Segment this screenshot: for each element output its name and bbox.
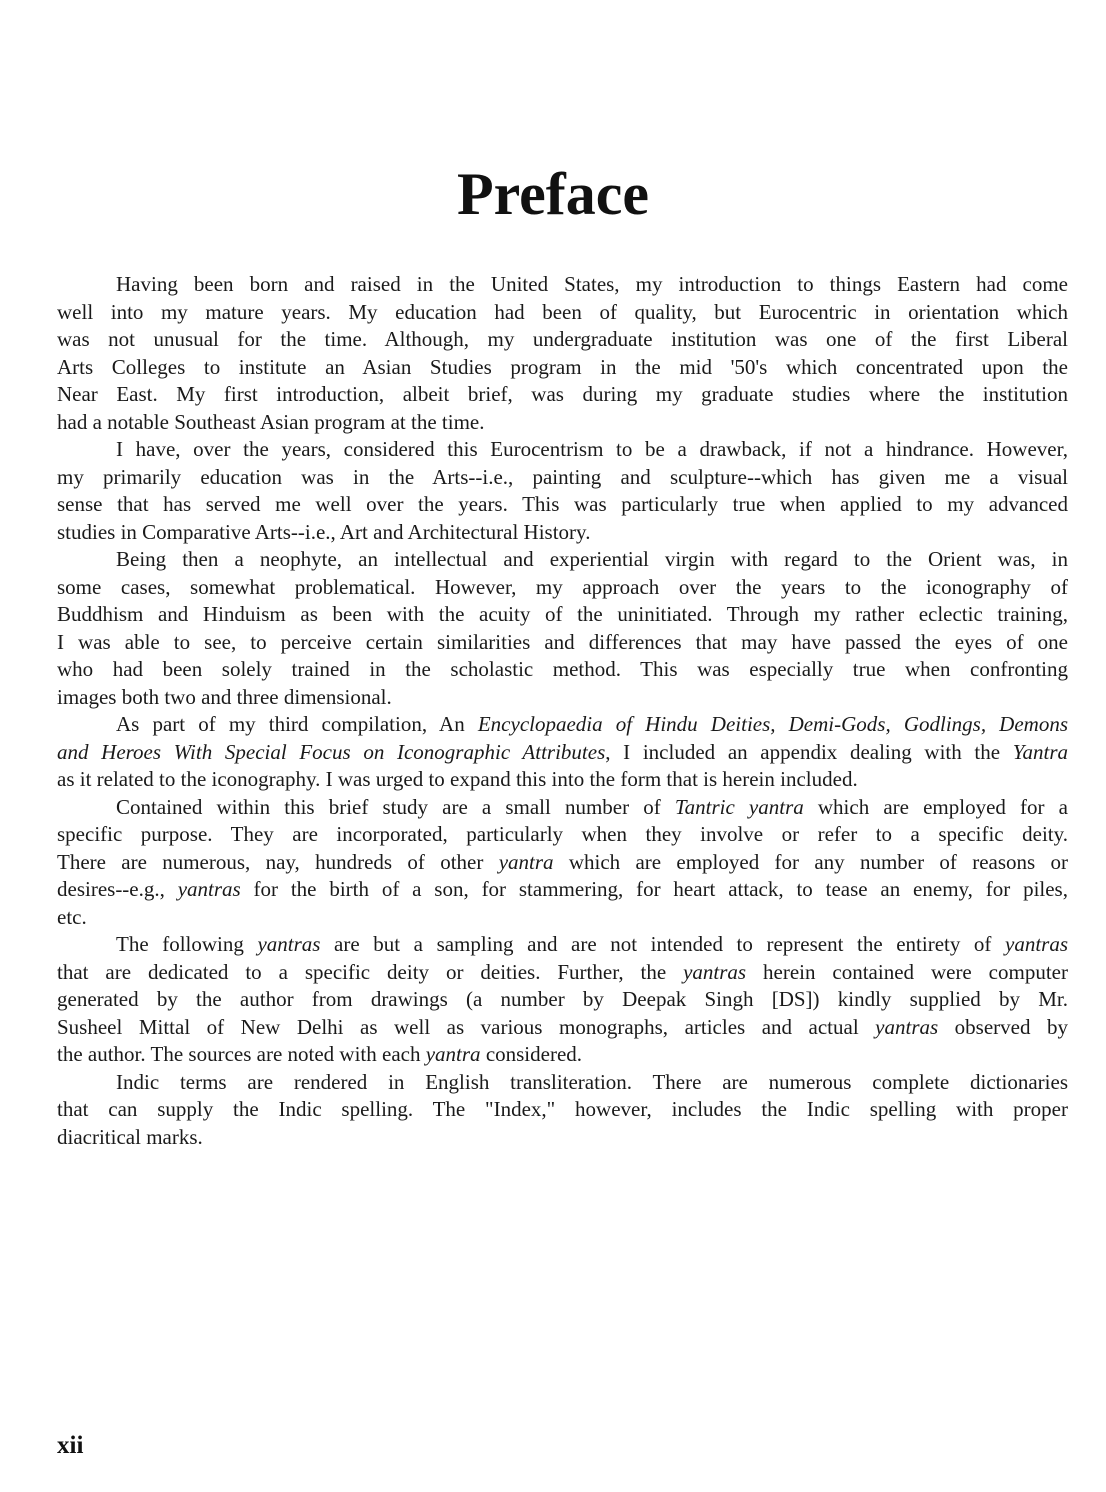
text-segment: who had been solely trained in the scholastic method. This was especially true when confronting — [57, 657, 1068, 681]
text-line — [57, 464, 1068, 492]
text-segment: Indic terms are rendered in English transliteration. There are numerous complete dictionaries — [116, 1069, 1068, 1094]
text-segment: Contained within this brief study are a small number of — [116, 794, 675, 819]
text-segment: are but a sampling and are not intended to represent the entirety of — [320, 932, 1005, 956]
text-segment: etc. — [57, 904, 87, 929]
text-line — [57, 1069, 1068, 1097]
text-line — [57, 849, 1068, 877]
text-line — [57, 876, 1068, 904]
italic-text: yantras — [177, 877, 241, 901]
text-segment: that are dedicated to a specific deity or deities. Further, the — [57, 959, 684, 984]
italic-text: yantras — [1005, 932, 1068, 956]
paragraph — [57, 271, 1068, 436]
text-line — [57, 326, 1068, 354]
text-segment: some cases, somewhat problematical. However, my approach over the years to the iconography of — [57, 574, 1068, 599]
text-segment: herein contained were computer — [746, 959, 1068, 984]
text-segment: my primarily education was in the Arts--i.e., painting and sculpture--which has given me a visual — [57, 464, 1068, 489]
text-line — [57, 794, 1068, 822]
text-segment: considered. — [480, 1042, 583, 1066]
text-segment: Buddhism and Hinduism as been with the acuity of the uninitiated. Through my rather eclectic training, — [57, 602, 1068, 626]
text-segment: the author. The sources are noted with each — [57, 1042, 426, 1066]
paragraph — [57, 546, 1068, 711]
text-segment: which are employed for a — [803, 794, 1068, 819]
text-line — [57, 574, 1068, 602]
text-segment: observed by — [938, 1014, 1068, 1039]
text-line — [57, 491, 1068, 519]
text-segment: Being then a neophyte, an intellectual and experiential virgin with regard to the Orient was, in — [116, 547, 1068, 571]
text-segment: , I included an appendix dealing with the — [605, 739, 1013, 764]
italic-text: Encyclopaedia of Hindu Deities, Demi-Gods, Godlings, Demons — [477, 712, 1069, 736]
italic-text: and Heroes With Special Focus on Iconographic Attributes — [57, 739, 606, 764]
text-line — [57, 299, 1068, 327]
text-segment: There are numerous, nay, hundreds of other — [57, 849, 499, 874]
text-segment: As part of my third compilation, An — [116, 712, 478, 736]
text-line — [57, 1096, 1068, 1124]
text-segment: generated by the author from drawings (a number by Deepak Singh [DS]) kindly supplied by Mr. — [57, 987, 1068, 1011]
italic-text: Tantric yantra — [674, 794, 804, 819]
text-line — [57, 904, 1068, 932]
text-line — [57, 436, 1068, 464]
text-segment: as it related to the iconography. I was urged to expand this into the form that is herein included. — [57, 767, 858, 791]
text-segment: sense that has served me well over the years. This was particularly true when applied to my advanced — [57, 492, 1068, 516]
text-segment: desires--e.g., — [57, 877, 178, 901]
text-line — [57, 546, 1068, 574]
paragraph — [57, 436, 1068, 546]
text-line — [57, 271, 1068, 299]
paragraph — [57, 794, 1068, 932]
text-line — [57, 381, 1068, 409]
text-segment: studies in Comparative Arts--i.e., Art and Architectural History. — [57, 519, 591, 544]
paragraph — [57, 931, 1068, 1069]
paragraph — [57, 711, 1068, 794]
page-number: xii — [57, 1432, 84, 1459]
text-line — [57, 684, 1068, 712]
text-segment: Near East. My first introduction, albeit brief, was during my graduate studies where the institution — [57, 382, 1068, 406]
text-segment: Arts Colleges to institute an Asian Studies program in the mid '50's which concentrated upon the — [57, 354, 1068, 379]
text-segment: images both two and three dimensional. — [57, 684, 392, 709]
text-segment: diacritical marks. — [57, 1124, 203, 1149]
text-segment: that can supply the Indic spelling. The "Index," however, includes the Indic spelling with proper — [57, 1097, 1068, 1121]
text-segment: I was able to see, to perceive certain similarities and differences that may have passed the eyes of one — [57, 629, 1068, 654]
italic-text: yantra — [498, 849, 554, 874]
text-line — [57, 601, 1068, 629]
text-line — [57, 1014, 1068, 1042]
text-segment: I have, over the years, considered this Eurocentrism to be a drawback, if not a hindrance. However, — [116, 437, 1068, 461]
text-line — [57, 821, 1068, 849]
text-segment: which are employed for any number of reasons or — [553, 849, 1068, 874]
text-line — [57, 959, 1068, 987]
text-line — [57, 354, 1068, 382]
text-segment: was not unusual for the time. Although, my undergraduate institution was one of the first Liberal — [57, 327, 1068, 351]
paragraph — [57, 1069, 1068, 1152]
italic-text: yantras — [257, 932, 321, 956]
text-segment: Having been born and raised in the United States, my introduction to things Eastern had come — [116, 272, 1068, 296]
italic-text: yantra — [425, 1042, 481, 1066]
italic-text: Yantra — [1012, 739, 1068, 764]
text-segment: for the birth of a son, for stammering, for heart attack, to tease an enemy, for piles, — [240, 877, 1068, 901]
text-segment: well into my mature years. My education had been of quality, but Eurocentric in orientation which — [57, 299, 1068, 324]
text-line — [57, 931, 1068, 959]
text-segment: The following — [116, 932, 258, 956]
text-segment: Susheel Mittal of New Delhi as well as various monographs, articles and actual — [57, 1014, 876, 1039]
text-line — [57, 986, 1068, 1014]
italic-text: yantras — [683, 959, 747, 984]
text-segment: had a notable Southeast Asian program at the time. — [57, 409, 485, 434]
text-line — [57, 656, 1068, 684]
text-line — [57, 409, 1068, 437]
text-line — [57, 1124, 1068, 1152]
text-line — [57, 766, 1068, 794]
italic-text: yantras — [875, 1014, 939, 1039]
text-line — [57, 519, 1068, 547]
text-line — [57, 1041, 1068, 1069]
text-segment: specific purpose. They are incorporated, particularly when they involve or refer to a specific deity. — [57, 822, 1068, 846]
text-line — [57, 711, 1068, 739]
text-line — [57, 739, 1068, 767]
text-line — [57, 629, 1068, 657]
page-title: Preface — [456, 161, 650, 227]
preface-body — [57, 271, 1068, 1151]
